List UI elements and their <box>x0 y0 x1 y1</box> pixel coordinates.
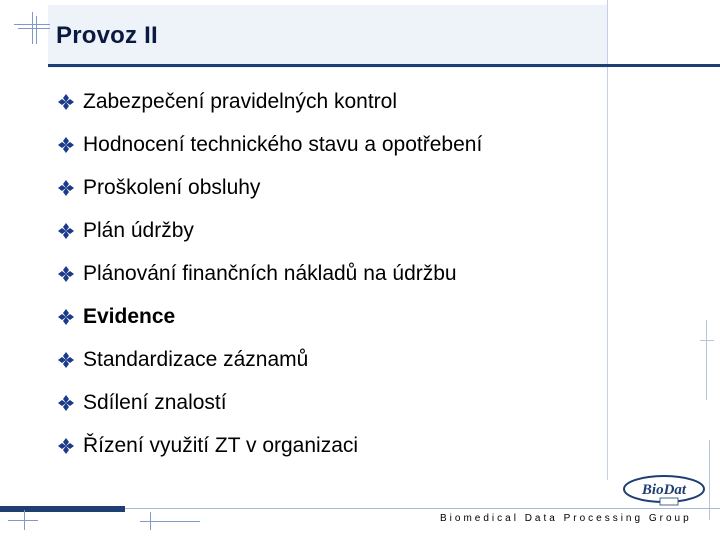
corner-crosshair-top <box>14 12 50 48</box>
bullet-text: Sdílení znalostí <box>83 390 227 414</box>
bullet-item <box>57 123 482 166</box>
crosshair-bottom-mid <box>140 512 200 530</box>
bullet-text: Standardizace záznamů <box>83 347 309 371</box>
diamond-bullet-icon <box>57 351 75 369</box>
bullet-text: Proškolení obsluhy <box>83 175 261 199</box>
biodat-logo <box>620 472 708 508</box>
bullet-text: Plán údržby <box>83 218 194 242</box>
bullet-text: Evidence <box>83 304 176 328</box>
footer-group-name: Biomedical Data Processing Group <box>440 513 692 524</box>
bullet-item <box>57 424 482 467</box>
diamond-bullet-icon <box>57 394 75 412</box>
bottom-rule <box>125 508 720 509</box>
logo-text: BioDat <box>641 482 687 498</box>
right-guide-line <box>607 0 608 480</box>
bullet-item <box>57 80 482 123</box>
bullet-text: Hodnocení technického stavu a opotřebení <box>83 132 483 156</box>
bullet-item <box>57 295 482 338</box>
bullet-item <box>57 338 482 381</box>
corner-crosshair-bottom-left <box>8 510 38 530</box>
bullet-text: Zabezpečení pravidelných kontrol <box>83 89 398 113</box>
bullet-list <box>57 80 482 467</box>
bullet-item <box>57 209 482 252</box>
slide-title: Provoz II <box>56 22 158 49</box>
bullet-text: Plánování finančních nákladů na údržbu <box>83 261 457 285</box>
diamond-bullet-icon <box>57 437 75 455</box>
bullet-item <box>57 252 482 295</box>
diamond-bullet-icon <box>57 308 75 326</box>
diamond-bullet-icon <box>57 93 75 111</box>
bullet-item <box>57 381 482 424</box>
diamond-bullet-icon <box>57 136 75 154</box>
title-underline <box>48 64 720 67</box>
bullet-text: Řízení využití ZT v organizaci <box>83 433 359 457</box>
bullet-item <box>57 166 482 209</box>
diamond-bullet-icon <box>57 222 75 240</box>
diamond-bullet-icon <box>57 179 75 197</box>
diamond-bullet-icon <box>57 265 75 283</box>
